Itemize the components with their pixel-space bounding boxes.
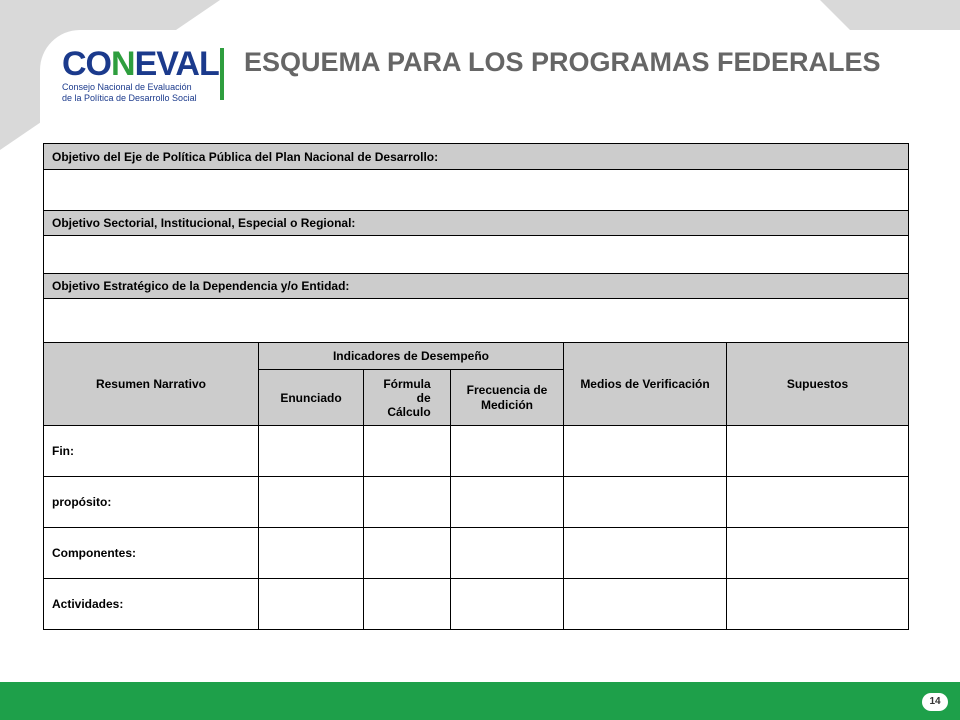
table-cell[interactable] (727, 528, 909, 579)
table-cell[interactable] (364, 579, 451, 630)
col-medios-verificacion: Medios de Verificación (564, 343, 727, 426)
table-cell[interactable] (364, 426, 451, 477)
title-divider (220, 48, 224, 100)
table-cell[interactable] (259, 477, 364, 528)
row-label-componentes: Componentes: (44, 528, 259, 579)
section-eje-label: Objetivo del Eje de Política Pública del Plan Nacional de Desarrollo: (44, 144, 909, 170)
table-cell[interactable] (259, 528, 364, 579)
row-label-proposito: propósito: (44, 477, 259, 528)
col-frecuencia-line2: Medición (480, 397, 533, 412)
table-cell[interactable] (564, 579, 727, 630)
blank-row-sectorial (44, 236, 909, 274)
table-cell[interactable] (451, 579, 564, 630)
table-cell[interactable] (451, 528, 564, 579)
section-row-estrategico (44, 274, 909, 299)
section-eje-field[interactable] (44, 170, 909, 211)
section-estrategico-field[interactable] (44, 299, 909, 343)
page-number-badge: 14 (922, 693, 948, 711)
table-row (44, 477, 909, 528)
table-cell[interactable] (727, 426, 909, 477)
table-cell[interactable] (364, 477, 451, 528)
table-row (44, 528, 909, 579)
col-resumen-narrativo: Resumen Narrativo (44, 343, 259, 426)
col-formula (364, 370, 451, 426)
logo-subtitle-line2: de la Política de Desarrollo Social (62, 93, 197, 103)
col-enunciado: Enunciado (259, 370, 364, 426)
mir-table (43, 143, 909, 630)
section-row-eje (44, 144, 909, 170)
table-cell[interactable] (451, 477, 564, 528)
col-frecuencia (451, 370, 564, 426)
table-cell[interactable] (564, 528, 727, 579)
table-cell[interactable] (259, 426, 364, 477)
logo-subtitle-line1: Consejo Nacional de Evaluación (62, 82, 192, 92)
section-sectorial-field[interactable] (44, 236, 909, 274)
row-label-fin: Fin: (44, 426, 259, 477)
blank-row-estrategico (44, 299, 909, 343)
blank-row-eje (44, 170, 909, 211)
col-formula-line3: Cálculo (387, 404, 431, 419)
col-formula-line1: Fórmula (383, 376, 431, 391)
table-cell[interactable] (259, 579, 364, 630)
col-indicadores: Indicadores de Desempeño (259, 343, 564, 370)
col-frecuencia-line1: Frecuencia de (466, 382, 548, 397)
section-sectorial-label: Objetivo Sectorial, Institucional, Especial o Regional: (44, 211, 909, 236)
page-title: ESQUEMA PARA LOS PROGRAMAS FEDERALES (244, 47, 881, 77)
coneval-logo (52, 44, 219, 106)
table-cell[interactable] (364, 528, 451, 579)
top-right-grey-shape (820, 0, 960, 30)
table-cell[interactable] (564, 426, 727, 477)
col-formula-line2: de (416, 390, 431, 405)
row-label-actividades: Actividades: (44, 579, 259, 630)
section-row-sectorial (44, 211, 909, 236)
table-cell[interactable] (727, 477, 909, 528)
col-supuestos: Supuestos (727, 343, 909, 426)
table-row (44, 426, 909, 477)
logo-wordmark: CONEVAL (62, 45, 219, 83)
table-cell[interactable] (727, 579, 909, 630)
section-estrategico-label: Objetivo Estratégico de la Dependencia y/o Entidad: (44, 274, 909, 299)
table-row (44, 579, 909, 630)
header-row-1 (44, 343, 909, 370)
table-cell[interactable] (451, 426, 564, 477)
table-cell[interactable] (564, 477, 727, 528)
footer-bar (0, 682, 960, 720)
